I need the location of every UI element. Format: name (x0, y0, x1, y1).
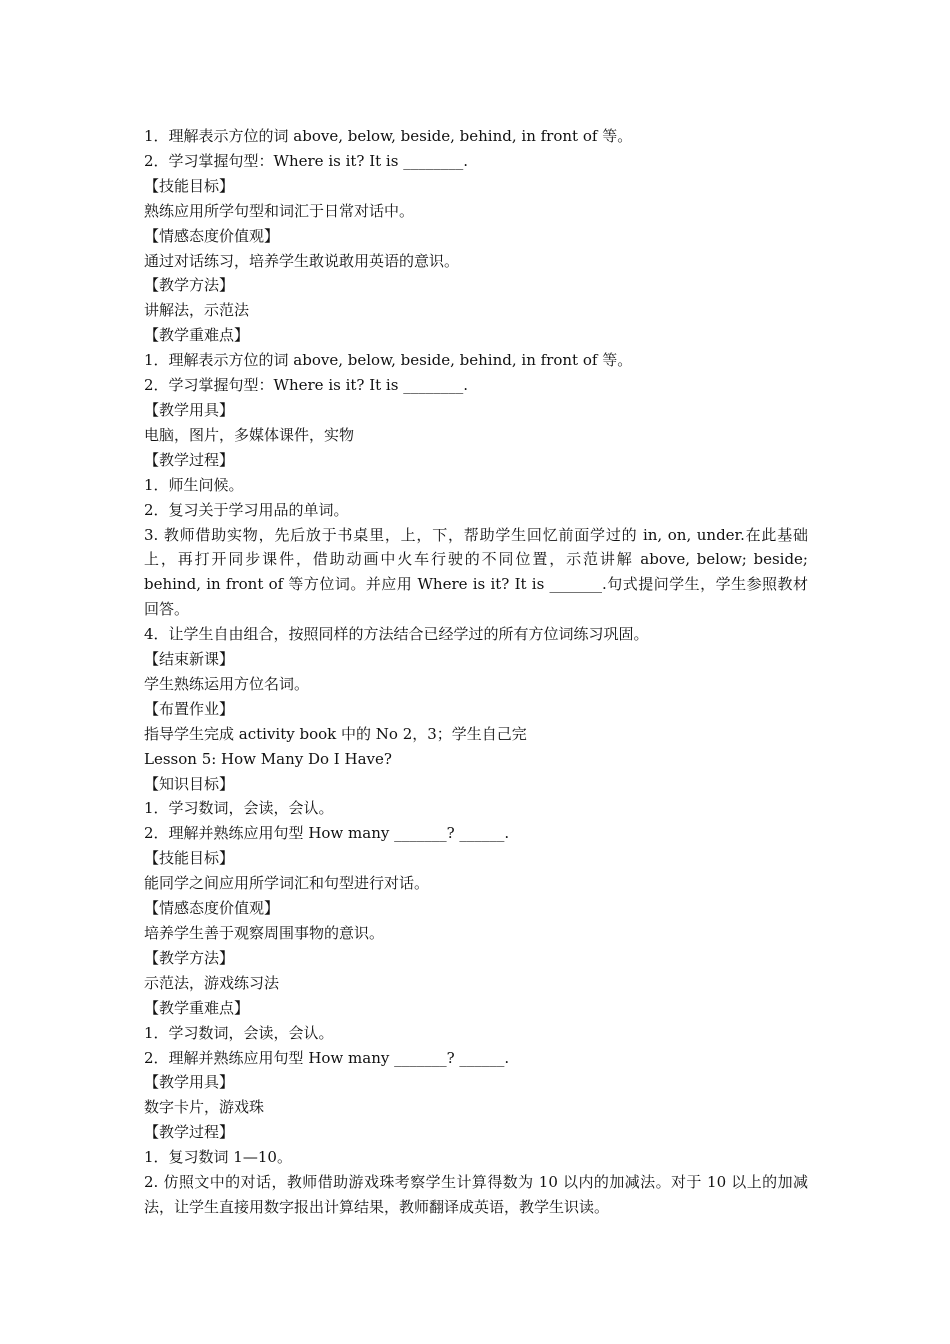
paragraph: 2. 仿照文中的对话，教师借助游戏珠考察学生计算得数为 10 以内的加减法。对于 10 以上的加减法，让学生直接用数字报出计算结果，教师翻译成英语，教学生识读。 (144, 1173, 808, 1216)
section-heading: 【教学方法】 (144, 276, 235, 295)
section-heading: 【教学用具】 (144, 1073, 235, 1092)
paragraph: 3. 教师借助实物，先后放于书桌里，上，下，帮助学生回忆前面学过的 in, on, under.在此基础上，再打开同步课件，借助动画中火车行驶的不同位置，示范讲解 above, below; beside; behind, in front of 等方位词。并应用 Where is it? It is _______.句式提问学生，学生参照教材回答。 (144, 525, 813, 619)
section-heading: 【技能目标】 (144, 176, 235, 195)
paragraph: 4．让学生自由组合，按照同样的方法结合已经学过的所有方位词练习巩固。 (144, 625, 649, 644)
paragraph: 2．复习关于学习用品的单词。 (144, 500, 349, 519)
paragraph: 能同学之间应用所学词汇和句型进行对话。 (144, 874, 430, 893)
section-heading: 【情感态度价值观】 (144, 899, 280, 918)
paragraph: 2．学习掌握句型：Where is it? It is ________. (144, 151, 468, 170)
section-heading: 【教学重难点】 (144, 326, 250, 345)
paragraph: 1．学习数词，会读，会认。 (144, 799, 334, 818)
paragraph: 2．理解并熟练应用句型 How many _______? ______. (144, 1048, 510, 1067)
section-heading: 【教学方法】 (144, 948, 235, 967)
paragraph: 1．学习数词，会读，会认。 (144, 1023, 334, 1042)
paragraph: 1．理解表示方位的词 above, below, beside, behind, in front of 等。 (144, 351, 633, 370)
section-heading: 【教学用具】 (144, 400, 235, 419)
section-heading: 【知识目标】 (144, 774, 235, 793)
paragraph: 数字卡片，游戏珠 (144, 1098, 265, 1117)
paragraph: 2．学习掌握句型：Where is it? It is ________. (144, 376, 468, 395)
lesson-title: Lesson 5: How Many Do I Have? (144, 749, 392, 768)
paragraph: 电脑，图片，多媒体课件，实物 (144, 425, 355, 444)
section-heading: 【布置作业】 (144, 699, 235, 718)
paragraph: 讲解法，示范法 (144, 301, 250, 320)
paragraph: 指导学生完成 activity book 中的 No 2，3；学生自己完 (144, 724, 527, 743)
section-heading: 【教学过程】 (144, 1123, 235, 1142)
paragraph: 示范法，游戏练习法 (144, 973, 280, 992)
paragraph: 2．理解并熟练应用句型 How many _______? ______. (144, 824, 510, 843)
paragraph: 通过对话练习，培养学生敢说敢用英语的意识。 (144, 251, 460, 270)
paragraph: 1．理解表示方位的词 above, below, beside, behind, in front of 等。 (144, 127, 633, 145)
section-heading: 【教学重难点】 (144, 998, 250, 1017)
section-heading: 【情感态度价值观】 (144, 226, 280, 245)
paragraph: 学生熟练运用方位名词。 (144, 674, 310, 693)
document-body (144, 124, 813, 1220)
paragraph: 1．复习数词 1—10。 (144, 1148, 292, 1167)
section-heading: 【教学过程】 (144, 450, 235, 469)
section-heading: 【结束新课】 (144, 650, 235, 669)
paragraph: 培养学生善于观察周围事物的意识。 (144, 924, 385, 942)
section-heading: 【技能目标】 (144, 849, 235, 868)
paragraph: 熟练应用所学句型和词汇于日常对话中。 (144, 201, 415, 220)
paragraph: 1．师生问候。 (144, 475, 244, 494)
